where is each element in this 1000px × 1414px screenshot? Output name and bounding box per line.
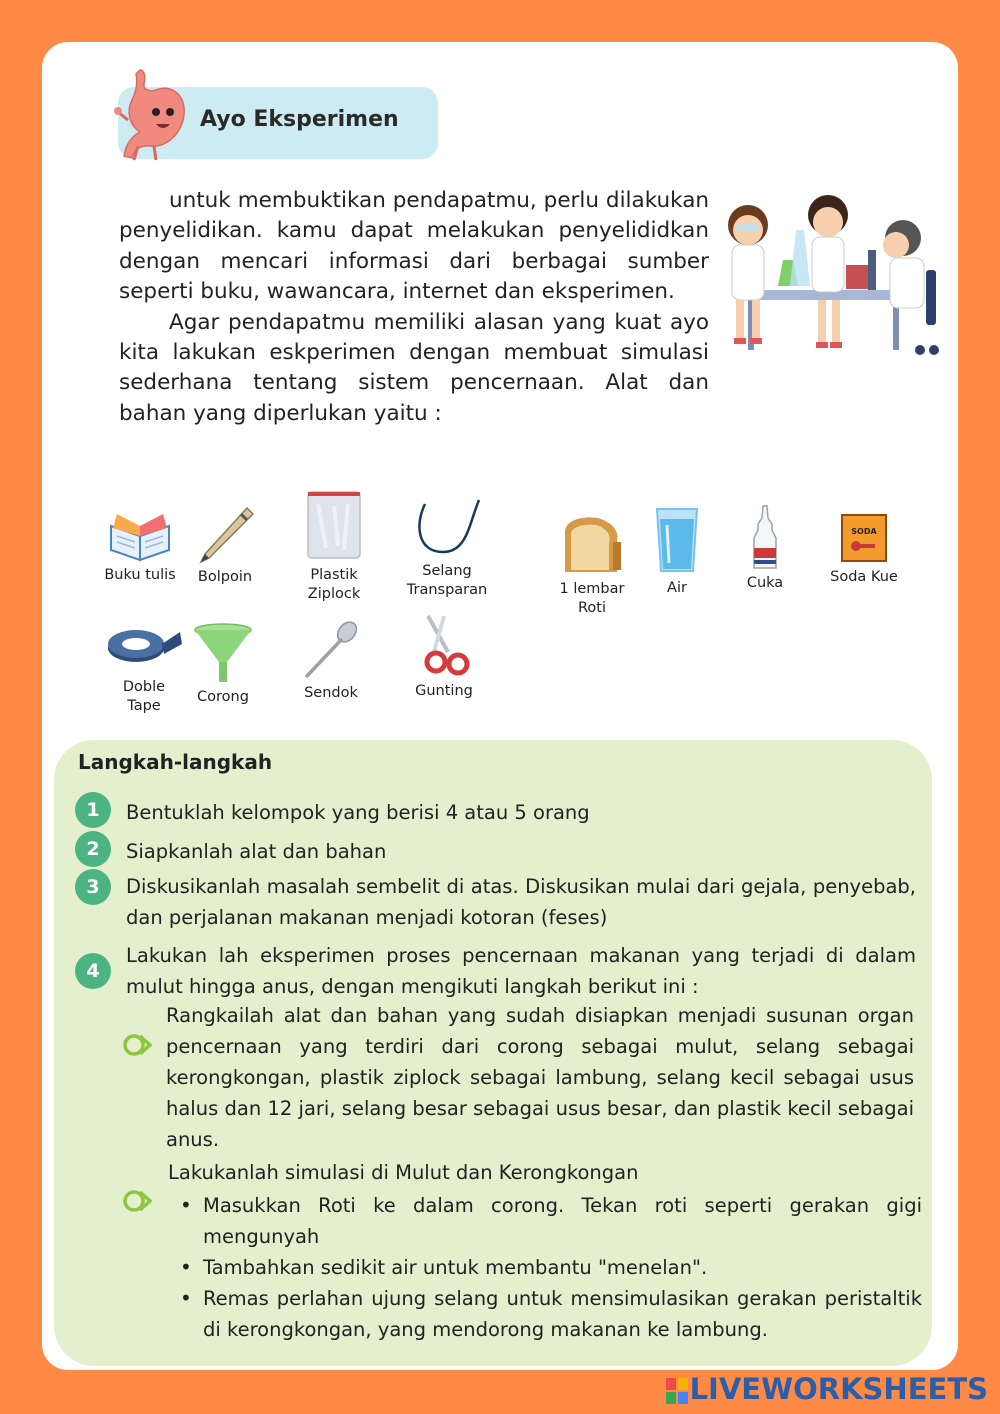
list-item: • Masukkan Roti ke dalam corong. Tekan roti seperti gerakan gigi mengunyah <box>176 1190 922 1252</box>
step-text-2: Siapkanlah alat dan bahan <box>126 840 387 863</box>
sub-step-rangkailah: Rangkailah alat dan bahan yang sudah disiapkan menjadi susunan organ pencernaan yang terdiri dari corong sebagai mulut, selang sebagai kerongkongan, plastik ziplock sebagai lambung, selang kecil sebagai usus halus dan 12 jari, selang besar sebagai usus besar, dan plastik kecil sebagai anus. <box>166 1004 914 1151</box>
bread-icon <box>557 512 627 576</box>
material-selang-transparan <box>398 494 496 600</box>
material-label: Transparan <box>406 582 488 598</box>
brand-name: LIVEWORKSHEETS <box>689 1372 988 1406</box>
arrow-bullet-icon <box>122 1186 152 1216</box>
material-air <box>647 505 707 598</box>
material-label: Roti <box>577 600 606 616</box>
list-item: • Remas perlahan ujung selang untuk mensimulasikan gerakan peristaltik di kerongkongan, yang mendorong makanan ke lambung. <box>176 1283 922 1345</box>
pen-icon <box>195 504 255 564</box>
material-bolpoin <box>192 504 258 587</box>
material-label: Buku tulis <box>104 567 176 583</box>
material-label: Tape <box>127 698 161 714</box>
step-number-3: 3 <box>75 869 111 905</box>
step-number-1: 1 <box>75 792 111 828</box>
intro-text <box>119 186 709 429</box>
step-text-3: Diskusikanlah masalah sembelit di atas. Diskusikan mulai dari gejala, penyebab, dan perjalanan makanan menjadi kotoran (feses) <box>126 875 916 929</box>
material-label: Selang <box>422 563 472 579</box>
material-label: Corong <box>197 689 249 705</box>
funnel-icon <box>192 622 254 684</box>
material-gunting <box>406 612 482 701</box>
material-cuka <box>740 504 790 593</box>
material-roti <box>556 512 628 618</box>
spoon-icon <box>301 620 361 680</box>
vinegar-bottle-icon <box>750 504 780 570</box>
material-label: Doble <box>122 679 166 695</box>
step-number-4: 4 <box>75 953 111 989</box>
material-label: Sendok <box>304 685 358 701</box>
material-label: Air <box>667 580 687 596</box>
material-label: Soda Kue <box>830 569 898 585</box>
tape-roll-icon <box>104 624 184 674</box>
material-buku-tulis <box>100 506 180 585</box>
material-label: Cuka <box>746 575 784 591</box>
material-corong <box>190 622 256 707</box>
liveworksheets-logo-icon <box>666 1378 688 1404</box>
step-text-1: Bentuklah kelompok yang berisi 4 atau 5 orang <box>126 801 590 824</box>
ziplock-bag-icon <box>304 488 364 562</box>
soda-box-label: SODA <box>851 527 877 536</box>
material-plastik-ziplock <box>294 488 374 604</box>
sub-step-simulasi: Lakukanlah simulasi di Mulut dan Kerongkongan <box>168 1161 639 1184</box>
material-label: Bolpoin <box>197 569 253 585</box>
material-sendok <box>298 620 364 703</box>
simulation-bullet-list <box>176 1190 922 1345</box>
baking-soda-box-icon <box>839 512 889 564</box>
material-doble-tape <box>104 624 184 716</box>
hose-icon <box>405 494 489 558</box>
stomach-mascot-icon <box>110 66 192 162</box>
list-item: • Tambahkan sedikit air untuk membantu "menelan". <box>176 1252 922 1283</box>
intro-paragraph-2: Agar pendapatmu memiliki alasan yang kuat ayo kita lakukan eskperimen dengan membuat simulasi sederhana tentang sistem pencernaan. Alat dan bahan yang diperlukan yaitu : <box>119 309 709 426</box>
water-glass-icon <box>653 505 701 575</box>
scissors-icon <box>414 612 474 678</box>
step-text-4: Lakukan lah eksperimen proses pencernaan makanan yang terjadi di dalam mulut hingga anus, dengan mengikuti langkah berikut ini : <box>126 944 916 998</box>
material-label: Gunting <box>415 683 473 699</box>
liveworksheets-logo <box>666 1372 988 1406</box>
book-icon <box>107 506 173 562</box>
step-number-2: 2 <box>75 831 111 867</box>
material-label: Ziplock <box>307 586 361 602</box>
scientists-illustration-icon <box>718 190 950 365</box>
material-label: Plastik <box>310 567 358 583</box>
page-title: Ayo Eksperimen <box>200 107 399 132</box>
material-label: 1 lembar <box>559 581 625 597</box>
material-soda-kue <box>822 512 906 587</box>
arrow-bullet-icon <box>122 1030 152 1060</box>
steps-title: Langkah-langkah <box>78 750 273 774</box>
intro-paragraph-1: untuk membuktikan pendapatmu, perlu dilakukan penyelidikan. kamu dapat melakukan penyelididkan dengan mencari informasi dari berbagai sumber seperti buku, wawancara, internet dan eksperimen. <box>119 188 709 305</box>
